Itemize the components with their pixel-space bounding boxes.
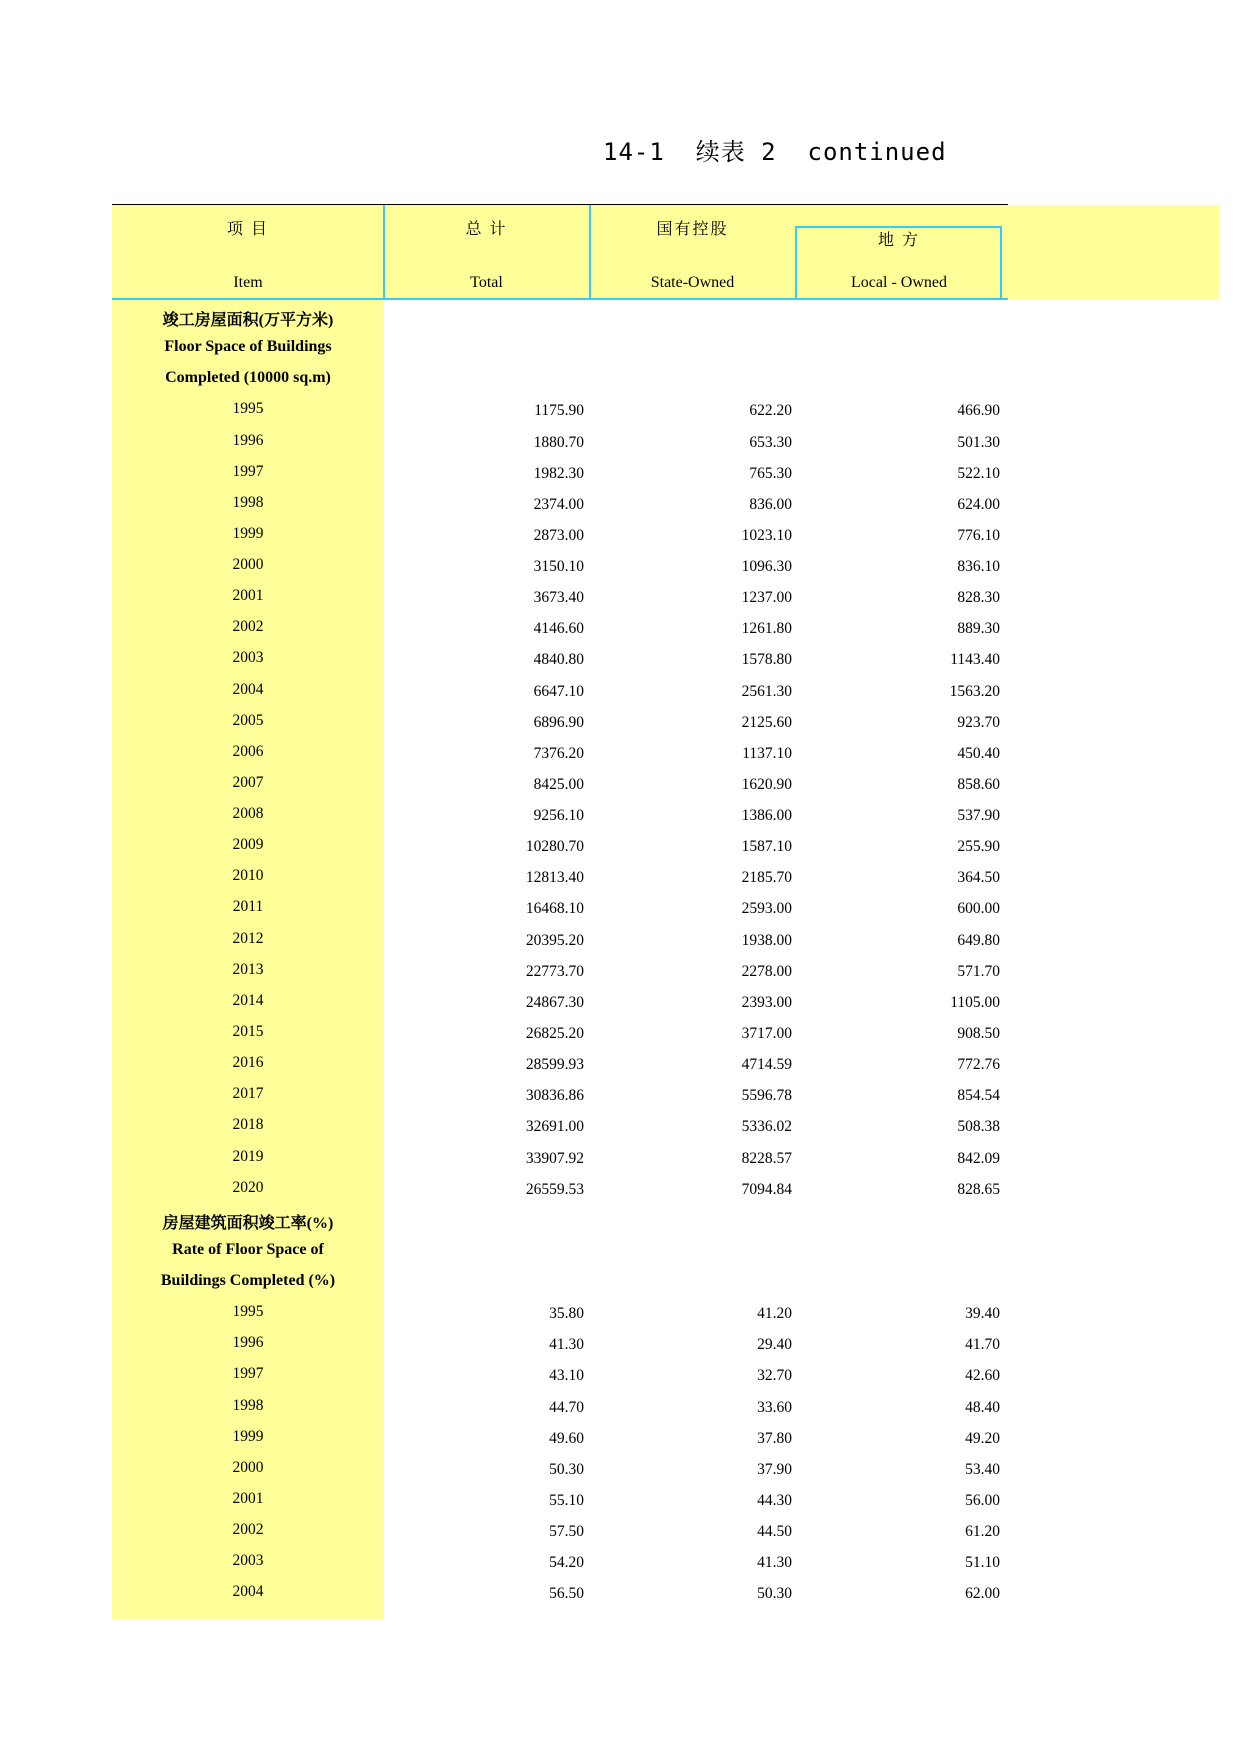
state-owned-cell: 2593.00	[741, 900, 792, 918]
year-cell: 2008	[232, 805, 264, 823]
total-cell: 33907.92	[525, 1149, 584, 1167]
state-owned-cell: 50.30	[757, 1585, 792, 1603]
local-owned-cell: 255.90	[957, 838, 1000, 856]
local-owned-cell: 889.30	[957, 620, 1000, 638]
local-owned-cell: 522.10	[957, 464, 1000, 482]
local-owned-cell: 600.00	[957, 900, 1000, 918]
total-cell: 50.30	[549, 1460, 584, 1478]
state-owned-cell: 1096.30	[741, 558, 792, 576]
year-cell: 1998	[232, 493, 264, 511]
state-owned-cell: 2393.00	[741, 993, 792, 1011]
total-cell: 1175.90	[534, 402, 584, 420]
total-cell: 56.50	[549, 1585, 584, 1603]
total-cell: 2873.00	[533, 526, 584, 544]
state-owned-cell: 29.40	[757, 1336, 792, 1354]
total-cell: 30836.86	[525, 1087, 584, 1105]
state-owned-cell: 41.20	[757, 1305, 792, 1323]
total-cell: 10280.70	[525, 838, 584, 856]
year-cell: 2001	[232, 1489, 264, 1507]
state-owned-cell: 1023.10	[741, 526, 792, 544]
page-title-text: 14-1 续表 2 continued	[603, 138, 947, 166]
year-cell: 2004	[232, 680, 264, 698]
year-cell: 1999	[232, 524, 264, 542]
year-cell: 2003	[232, 1552, 264, 1570]
total-cell: 16468.10	[525, 900, 584, 918]
section-title-row	[0, 365, 1240, 396]
table-row	[0, 428, 1240, 459]
year-cell: 2009	[232, 836, 264, 854]
total-cell: 28599.93	[525, 1056, 584, 1074]
table-row	[0, 1548, 1240, 1579]
local-owned-cell: 772.76	[957, 1056, 1000, 1074]
state-owned-cell: 37.90	[757, 1460, 792, 1478]
local-owned-cell: 776.10	[957, 526, 1000, 544]
total-cell: 44.70	[549, 1398, 584, 1416]
local-owned-cell: 1105.00	[950, 993, 1000, 1011]
header-item-en: Item	[233, 274, 263, 291]
local-owned-cell: 854.54	[957, 1087, 1000, 1105]
state-owned-cell: 5596.78	[741, 1087, 792, 1105]
total-cell: 7376.20	[533, 744, 584, 762]
local-owned-cell: 571.70	[957, 962, 1000, 980]
year-cell: 2005	[232, 711, 264, 729]
section-title-row	[0, 1206, 1240, 1237]
local-owned-cell: 49.20	[965, 1429, 1000, 1447]
year-cell: 1996	[232, 431, 264, 449]
state-owned-cell: 653.30	[749, 433, 792, 451]
table-row	[0, 1144, 1240, 1175]
total-cell: 9256.10	[533, 807, 584, 825]
total-cell: 4840.80	[533, 651, 584, 669]
table-row	[0, 739, 1240, 770]
state-owned-cell: 836.00	[749, 495, 792, 513]
state-owned-cell: 5336.02	[741, 1118, 792, 1136]
year-cell: 2019	[232, 1147, 264, 1165]
total-cell: 1982.30	[533, 464, 584, 482]
year-cell: 1997	[232, 1365, 264, 1383]
header-local-en: Local - Owned	[851, 274, 947, 291]
state-owned-cell: 1386.00	[741, 807, 792, 825]
year-cell: 1996	[232, 1334, 264, 1352]
year-cell: 2015	[232, 1022, 264, 1040]
state-owned-cell: 1578.80	[741, 651, 792, 669]
year-cell: 2002	[232, 1521, 264, 1539]
total-cell: 6896.90	[533, 713, 584, 731]
total-cell: 49.60	[549, 1429, 584, 1447]
table-row	[0, 1361, 1240, 1392]
table-row	[0, 1579, 1240, 1610]
table-row	[0, 1393, 1240, 1424]
year-cell: 2017	[232, 1085, 264, 1103]
header-total-en: Total	[470, 274, 503, 291]
local-owned-cell: 624.00	[957, 495, 1000, 513]
local-owned-cell: 842.09	[957, 1149, 1000, 1167]
local-owned-cell: 466.90	[957, 402, 1000, 420]
table-row	[0, 1486, 1240, 1517]
total-cell: 24867.30	[525, 993, 584, 1011]
total-cell: 3673.40	[533, 589, 584, 607]
table-row	[0, 863, 1240, 894]
state-owned-cell: 765.30	[749, 464, 792, 482]
state-owned-cell: 7094.84	[741, 1180, 792, 1198]
local-owned-cell: 48.40	[965, 1398, 1000, 1416]
table-row	[0, 1175, 1240, 1206]
state-owned-cell: 1137.10	[742, 744, 792, 762]
year-cell: 2006	[232, 742, 264, 760]
total-cell: 54.20	[549, 1554, 584, 1572]
total-cell: 3150.10	[533, 558, 584, 576]
state-owned-cell: 8228.57	[741, 1149, 792, 1167]
year-cell: 2011	[232, 898, 264, 916]
local-owned-cell: 908.50	[957, 1024, 1000, 1042]
table-row	[0, 1330, 1240, 1361]
year-cell: 2004	[232, 1583, 264, 1601]
table-row	[0, 1050, 1240, 1081]
local-owned-cell: 1563.20	[949, 682, 1000, 700]
local-owned-cell: 836.10	[957, 558, 1000, 576]
state-owned-cell: 2561.30	[741, 682, 792, 700]
table-row	[0, 396, 1240, 427]
section-title-row	[0, 334, 1240, 365]
state-owned-cell: 3717.00	[741, 1024, 792, 1042]
total-cell: 2374.00	[533, 495, 584, 513]
total-cell: 12813.40	[525, 869, 584, 887]
local-owned-cell: 39.40	[965, 1305, 1000, 1323]
total-cell: 55.10	[549, 1491, 584, 1509]
state-owned-cell: 2278.00	[741, 962, 792, 980]
table-row	[0, 490, 1240, 521]
table-row	[0, 614, 1240, 645]
local-owned-cell: 53.40	[965, 1460, 1000, 1478]
local-owned-cell: 828.30	[957, 589, 1000, 607]
table-row	[0, 677, 1240, 708]
local-owned-cell: 501.30	[957, 433, 1000, 451]
state-owned-cell: 1938.00	[741, 931, 792, 949]
total-cell: 22773.70	[525, 962, 584, 980]
year-cell: 2007	[232, 773, 264, 791]
state-owned-cell: 44.50	[757, 1523, 792, 1541]
local-owned-cell: 537.90	[957, 807, 1000, 825]
table-row	[0, 894, 1240, 925]
local-owned-cell: 364.50	[957, 869, 1000, 887]
local-owned-cell: 1143.40	[950, 651, 1000, 669]
local-owned-cell: 42.60	[965, 1367, 1000, 1385]
state-owned-cell: 32.70	[757, 1367, 792, 1385]
year-cell: 2014	[232, 991, 264, 1009]
table-row	[0, 988, 1240, 1019]
local-owned-cell: 62.00	[965, 1585, 1000, 1603]
total-cell: 57.50	[549, 1523, 584, 1541]
year-cell: 1998	[232, 1396, 264, 1414]
section-title-line: Floor Space of Buildings	[164, 338, 332, 356]
table-row	[0, 708, 1240, 739]
table-row	[0, 926, 1240, 957]
section-title-row	[0, 303, 1240, 334]
section-title-line: Buildings Completed (%)	[160, 1272, 336, 1290]
header-state-en: State-Owned	[650, 274, 735, 291]
table-row	[0, 832, 1240, 863]
year-cell: 2000	[232, 556, 264, 574]
local-owned-cell: 61.20	[965, 1523, 1000, 1541]
state-owned-cell: 2125.60	[741, 713, 792, 731]
table-row	[0, 1424, 1240, 1455]
local-owned-cell: 41.70	[965, 1336, 1000, 1354]
year-cell: 1995	[232, 1303, 264, 1321]
header-state-cn: 国有控股	[656, 221, 729, 238]
local-owned-cell: 56.00	[965, 1491, 1000, 1509]
year-cell: 2020	[232, 1178, 264, 1196]
year-cell: 2010	[232, 867, 264, 885]
table-row	[0, 1517, 1240, 1548]
section-title-line: Completed (10000 sq.m)	[165, 369, 331, 387]
year-cell: 2003	[232, 649, 264, 667]
section-title-row	[0, 1268, 1240, 1299]
local-owned-cell: 858.60	[957, 775, 1000, 793]
table-row	[0, 583, 1240, 614]
year-cell: 2013	[232, 960, 264, 978]
year-cell: 2000	[232, 1458, 264, 1476]
section-title-line: 竣工房屋面积(万平方米)	[162, 312, 334, 329]
state-owned-cell: 33.60	[757, 1398, 792, 1416]
state-owned-cell: 44.30	[757, 1491, 792, 1509]
total-cell: 41.30	[549, 1336, 584, 1354]
table-row	[0, 521, 1240, 552]
state-owned-cell: 622.20	[749, 402, 792, 420]
year-cell: 1997	[232, 462, 264, 480]
total-cell: 26825.20	[525, 1024, 584, 1042]
header-local-cn: 地 方	[877, 232, 920, 249]
state-owned-cell: 1620.90	[741, 775, 792, 793]
state-owned-cell: 4714.59	[741, 1056, 792, 1074]
state-owned-cell: 1261.80	[741, 620, 792, 638]
local-owned-cell: 450.40	[957, 744, 1000, 762]
table-row	[0, 801, 1240, 832]
header-total-cn: 总 计	[465, 221, 508, 238]
local-owned-cell: 923.70	[957, 713, 1000, 731]
local-owned-cell: 649.80	[957, 931, 1000, 949]
state-owned-cell: 1237.00	[741, 589, 792, 607]
table-row	[0, 1019, 1240, 1050]
table-row	[0, 1081, 1240, 1112]
table-row	[0, 1299, 1240, 1330]
total-cell: 4146.60	[533, 620, 584, 638]
total-cell: 20395.20	[525, 931, 584, 949]
year-cell: 2002	[232, 618, 264, 636]
section-title-line: Rate of Floor Space of	[172, 1240, 324, 1258]
section-title-line: 房屋建筑面积竣工率(%)	[162, 1214, 334, 1232]
table-row	[0, 770, 1240, 801]
table-row	[0, 1455, 1240, 1486]
total-cell: 1880.70	[533, 433, 584, 451]
table-row	[0, 459, 1240, 490]
top-rule	[112, 204, 1008, 205]
section-title-row	[0, 1237, 1240, 1268]
state-owned-cell: 2185.70	[741, 869, 792, 887]
state-owned-cell: 1587.10	[741, 838, 792, 856]
total-cell: 26559.53	[525, 1180, 584, 1198]
total-cell: 32691.00	[525, 1118, 584, 1136]
year-cell: 2018	[232, 1116, 264, 1134]
total-cell: 35.80	[549, 1305, 584, 1323]
table-row	[0, 645, 1240, 676]
table-row	[0, 552, 1240, 583]
year-cell: 1995	[232, 400, 264, 418]
table-row	[0, 1112, 1240, 1143]
year-cell: 2012	[232, 929, 264, 947]
local-owned-cell: 828.65	[957, 1180, 1000, 1198]
local-owned-cell: 508.38	[957, 1118, 1000, 1136]
total-cell: 6647.10	[533, 682, 584, 700]
year-cell: 2001	[232, 587, 264, 605]
table-row	[0, 957, 1240, 988]
state-owned-cell: 41.30	[757, 1554, 792, 1572]
local-owned-cell: 51.10	[965, 1554, 1000, 1572]
total-cell: 43.10	[549, 1367, 584, 1385]
state-owned-cell: 37.80	[757, 1429, 792, 1447]
total-cell: 8425.00	[533, 775, 584, 793]
header-item-cn: 项 目	[226, 221, 269, 238]
year-cell: 2016	[232, 1054, 264, 1072]
year-cell: 1999	[232, 1427, 264, 1445]
